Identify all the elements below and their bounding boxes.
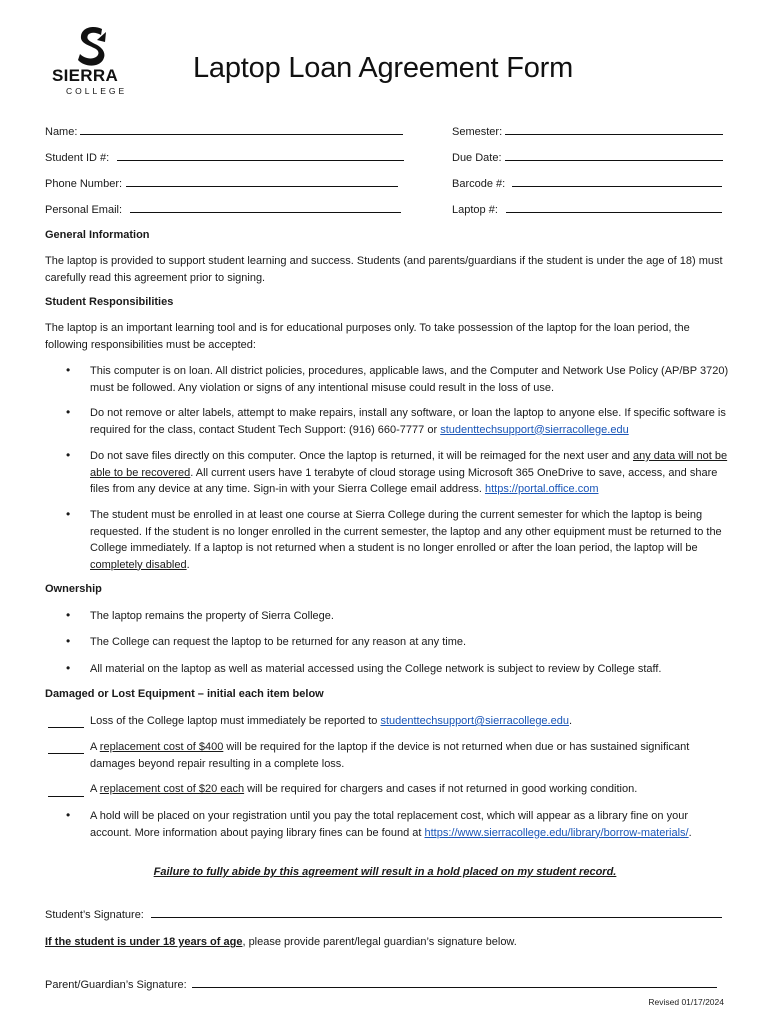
laptop-field[interactable] xyxy=(452,202,722,217)
hold-notice xyxy=(90,808,730,841)
student-id-field[interactable] xyxy=(45,150,404,165)
student-id-label: Student ID #: xyxy=(45,152,110,164)
library-fines-link[interactable]: https://www.sierracollege.edu/library/borrow-materials/ xyxy=(424,826,689,839)
bullet-icon: • xyxy=(66,363,71,377)
damaged-item-3-b: will be required for chargers and cases if not returned in good working condition. xyxy=(247,783,638,795)
bullet-icon: • xyxy=(66,405,71,419)
name-label: Name: xyxy=(45,126,78,138)
responsibility-3 xyxy=(90,448,730,498)
under-18-underlined: If the student is under 18 years of age xyxy=(45,936,243,948)
damaged-item-2-underlined: replacement cost of $400 xyxy=(99,741,224,753)
under-18-rest: , please provide parent/legal guardian’s signature below. xyxy=(242,936,517,948)
hold-notice-text: A hold will be placed on your registration until you pay the total replacement cost, which will appear as a library fine on your account. More information about paying library fines can be found at xyxy=(90,810,688,839)
semester-label: Semester: xyxy=(452,126,503,138)
sierra-s-icon xyxy=(72,26,112,68)
responsibilities-heading: Student Responsibilities xyxy=(45,296,174,308)
damaged-item-2-a: A xyxy=(90,741,97,753)
responsibilities-intro: The laptop is an important learning tool and is for educational purposes only. To take possession of the laptop for the loan period, the following responsibilities must be accepted: xyxy=(45,322,690,351)
bullet-icon: • xyxy=(66,634,71,648)
email-field[interactable] xyxy=(45,202,401,217)
responsibility-4 xyxy=(90,507,730,573)
ownership-heading: Ownership xyxy=(45,583,102,595)
responsibility-3-text-b: . All current users have 1 terabyte of cloud storage using Microsoft 365 OneDrive to save, access, and share files from any device at any time. Sign-in with your Sierra College email address. xyxy=(90,466,718,495)
student-signature-label: Student’s Signature: xyxy=(45,909,144,921)
phone-label: Phone Number: xyxy=(45,178,123,190)
logo-college-text: COLLEGE xyxy=(66,86,128,96)
due-date-field[interactable] xyxy=(452,150,723,165)
name-field[interactable] xyxy=(45,124,403,139)
failure-warning: Failure to fully abide by this agreement will result in a hold placed on my student record. xyxy=(153,866,617,878)
bullet-icon: • xyxy=(66,661,71,675)
under-18-note xyxy=(45,935,517,949)
initial-line-1[interactable] xyxy=(48,726,84,728)
portal-office-link[interactable]: https://portal.office.com xyxy=(484,483,599,495)
tech-support-email-link-2[interactable]: studenttechsupport@sierracollege.edu xyxy=(380,715,569,727)
damaged-item-3 xyxy=(90,781,730,798)
email-label: Personal Email: xyxy=(45,204,123,216)
ownership-2: The College can request the laptop to be returned for any reason at any time. xyxy=(90,636,467,648)
responsibility-4-underlined: completely disabled xyxy=(90,558,187,571)
semester-field[interactable] xyxy=(452,124,723,139)
ownership-3: All material on the laptop as well as material accessed using the College network is subject to review by College staff. xyxy=(90,663,662,675)
responsibility-2-text: Do not remove or alter labels, attempt to make repairs, install any software, or loan the laptop to anyone else. If specific software is required for the class, contact Student Tech Support: (916) 660-7777 or xyxy=(90,407,726,436)
damaged-item-1 xyxy=(90,713,730,730)
ownership-1: The laptop remains the property of Sierra College. xyxy=(90,610,334,622)
general-body: The laptop is provided to support student learning and success. Students (and parents/guardians if the student is under the age of 18) must carefully read this agreement prior to signing. xyxy=(45,255,723,284)
responsibility-3-text-a: Do not save files directly on this computer. Once the laptop is returned, it will be reimaged for the next user and xyxy=(90,450,630,462)
parent-signature-field[interactable] xyxy=(45,977,717,992)
parent-signature-label: Parent/Guardian’s Signature: xyxy=(45,979,187,991)
initial-line-2[interactable] xyxy=(48,752,84,754)
bullet-icon: • xyxy=(66,808,71,822)
general-heading: General Information xyxy=(45,229,150,241)
due-date-label: Due Date: xyxy=(452,152,502,164)
damaged-item-2-b: will be required for the laptop if the device is not returned when due or has sustained significant damages beyond repair resulting in a complete loss. xyxy=(90,741,690,770)
student-signature-field[interactable] xyxy=(45,907,722,922)
revision-date: Revised 01/17/2024 xyxy=(648,997,724,1007)
damaged-item-3-a: A xyxy=(90,783,97,795)
initial-line-3[interactable] xyxy=(48,795,84,797)
barcode-field[interactable] xyxy=(452,176,722,191)
bullet-icon: • xyxy=(66,448,71,462)
damaged-item-2 xyxy=(90,739,730,772)
laptop-label: Laptop #: xyxy=(452,204,498,216)
bullet-icon: • xyxy=(66,608,71,622)
page-title: Laptop Loan Agreement Form xyxy=(193,52,574,84)
tech-support-email-link[interactable]: studenttechsupport@sierracollege.edu xyxy=(440,423,629,436)
responsibility-3-underlined: any data will not be able to be recovered xyxy=(90,450,728,479)
responsibility-2 xyxy=(90,405,730,438)
barcode-label: Barcode #: xyxy=(452,178,506,190)
phone-field[interactable] xyxy=(45,176,398,191)
hold-notice-end: . xyxy=(688,826,692,839)
logo-sierra-text: SIERRA xyxy=(52,66,119,85)
damaged-item-1-end: . xyxy=(568,715,573,727)
responsibility-4-text-b: . xyxy=(186,558,190,571)
responsibility-1: This computer is on loan. All district policies, procedures, applicable laws, and the Computer and Network Use Policy (AP/BP 3720) must be followed. Any violation or signs of any intentional misuse could result in the loss of use. xyxy=(90,365,729,394)
damaged-item-3-underlined: replacement cost of $20 each xyxy=(99,783,245,795)
responsibility-4-text-a: The student must be enrolled in at least one course at Sierra College during the current semester for which the laptop is being requested. If the student is no longer enrolled in the current semester, the laptop and any other equipment must be returned to the College immediately. If a laptop is not returned when a student is no longer enrolled or after the loan period, the laptop will be xyxy=(90,509,722,554)
bullet-icon: • xyxy=(66,507,71,521)
damaged-heading: Damaged or Lost Equipment – initial each item below xyxy=(45,688,324,700)
damaged-item-1-text: Loss of the College laptop must immediately be reported to xyxy=(90,715,378,727)
sierra-college-logo xyxy=(44,26,144,104)
